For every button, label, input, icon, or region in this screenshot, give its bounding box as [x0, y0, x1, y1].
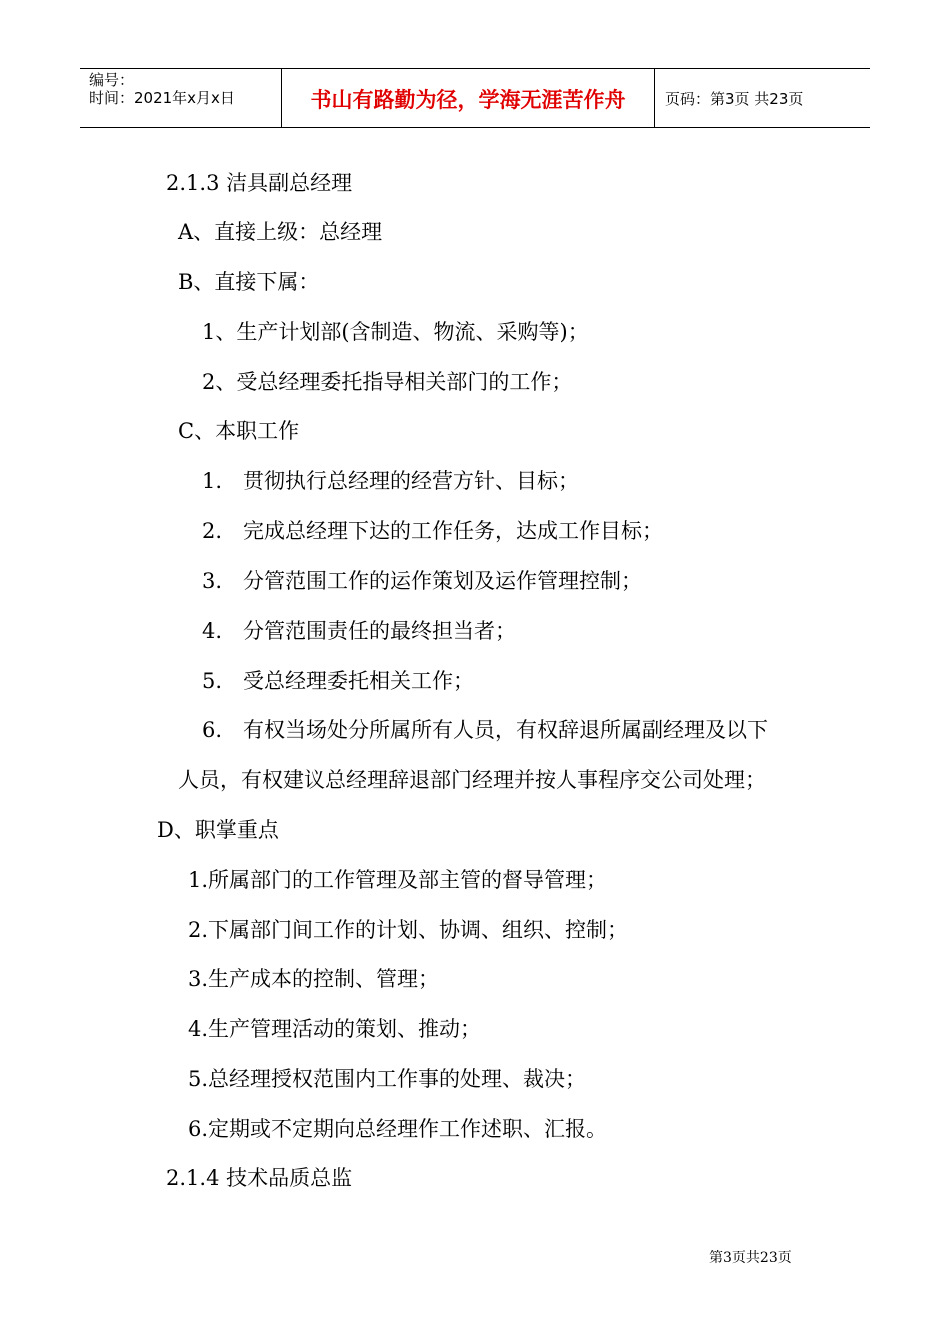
key-responsibilities-heading: D、职掌重点	[157, 818, 279, 842]
duty-item-continuation: 人员，有权建议总经理辞退部门经理并按人事程序交公司处理；	[178, 768, 766, 792]
duty-item: 2. 完成总经理下达的工作任务，达成工作目标；	[202, 519, 664, 543]
responsibility-item: 5.总经理授权范围内工作事的处理、裁决；	[188, 1067, 587, 1091]
direct-subordinates-heading: B、直接下属：	[178, 270, 320, 294]
responsibility-item: 4.生产管理活动的策划、推动；	[188, 1017, 482, 1041]
direct-superior: A、直接上级：总经理	[178, 220, 383, 244]
header-motto: 书山有路勤为径，学海无涯苦作舟	[282, 69, 655, 128]
header-page-info: 页码：第3页 共23页	[665, 90, 804, 108]
duty-item: 1. 贯彻执行总经理的经营方针、目标；	[202, 469, 580, 493]
duty-item: 6. 有权当场处分所属所有人员，有权辞退所属副经理及以下	[202, 718, 769, 742]
responsibility-item: 1.所属部门的工作管理及部主管的督导管理；	[188, 868, 608, 892]
page-header	[80, 68, 870, 128]
section-title-2-1-4: 2.1.4 技术品质总监	[166, 1166, 353, 1190]
responsibility-item: 2.下属部门间工作的计划、协调、组织、控制；	[188, 918, 629, 942]
header-meta-cell	[80, 69, 282, 128]
duty-item: 4. 分管范围责任的最终担当者；	[202, 619, 517, 643]
subordinate-item: 1、生产计划部(含制造、物流、采购等)；	[202, 320, 589, 344]
section-title-2-1-3: 2.1.3 洁具副总经理	[166, 171, 353, 195]
footer-page-info: 第3页共23页	[709, 1250, 792, 1266]
duties-heading: C、本职工作	[178, 419, 300, 443]
subordinate-item: 2、受总经理委托指导相关部门的工作；	[202, 370, 573, 394]
responsibility-item: 6.定期或不定期向总经理作工作述职、汇报。	[188, 1117, 608, 1141]
time-label: 时间：2021年x月x日	[89, 89, 235, 107]
responsibility-item: 3.生产成本的控制、管理；	[188, 967, 440, 991]
duty-item: 3. 分管范围工作的运作策划及运作管理控制；	[202, 569, 643, 593]
duty-item: 5. 受总经理委托相关工作；	[202, 669, 475, 693]
serial-label: 编号：	[89, 71, 135, 89]
